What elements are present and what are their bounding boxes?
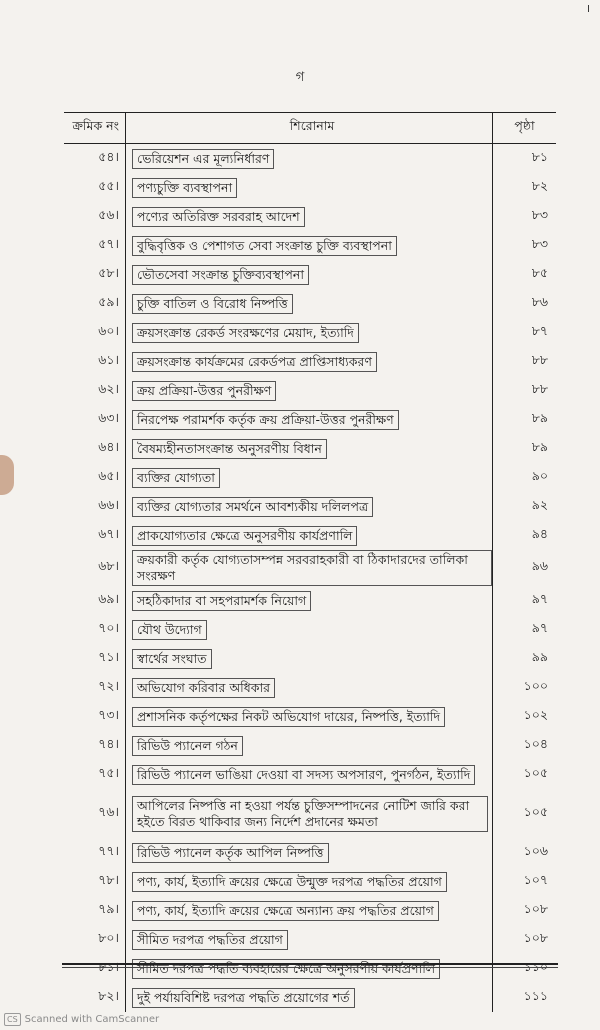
row-serial: ৫৫। — [64, 173, 126, 202]
row-page: ১০৭ — [523, 871, 548, 887]
row-page: ৯৬ — [531, 558, 548, 573]
row-serial: ৭৭। — [64, 838, 126, 867]
camscanner-icon: CS — [4, 1013, 21, 1026]
row-title: চুক্তি বাতিল ও বিরোধ নিষ্পত্তি — [132, 294, 293, 314]
row-title-cell — [126, 586, 493, 615]
table-row — [64, 318, 556, 347]
table-row — [64, 463, 556, 492]
row-title: পণ্য, কার্য, ইত্যাদি ক্রয়ের ক্ষেত্রে উন্মুক্ত দরপত্র পদ্ধতির প্রয়োগ — [132, 872, 447, 892]
row-title: স্বার্থের সংঘাত — [132, 649, 212, 669]
table-row — [64, 434, 556, 463]
table-row — [64, 550, 556, 586]
row-title-cell — [126, 702, 493, 731]
row-title: ব্যক্তির যোগ্যতা — [132, 468, 220, 488]
table-row — [64, 376, 556, 405]
row-serial: ৫৯। — [64, 289, 126, 318]
row-title: ক্রয়কারী কর্তৃক যোগ্যতাসম্পন্ন সরবরাহকারী বা ঠিকাদারদের তালিকা সংরক্ষণ — [132, 550, 492, 586]
page-number: I — [587, 4, 590, 15]
row-title: অভিযোগ করিবার অধিকার — [132, 678, 275, 698]
row-serial: ৮১। — [64, 954, 126, 983]
row-title-cell — [126, 673, 493, 702]
table-row — [64, 173, 556, 202]
row-serial: ৬৬। — [64, 492, 126, 521]
row-title: পণ্যচুক্তি ব্যবস্থাপনা — [132, 178, 237, 198]
row-serial: ৬১। — [64, 347, 126, 376]
table-body — [64, 144, 556, 1013]
row-serial: ৭২। — [64, 673, 126, 702]
table-row — [64, 896, 556, 925]
row-title-cell — [126, 731, 493, 760]
row-serial: ৫৬। — [64, 202, 126, 231]
table-row — [64, 615, 556, 644]
row-page: ৯৯ — [531, 648, 548, 664]
table-row — [64, 867, 556, 896]
row-title: সীমিত দরপত্র পদ্ধতির প্রয়োগ — [132, 930, 288, 950]
row-page: ৯০ — [531, 467, 548, 483]
row-serial: ৭৯। — [64, 896, 126, 925]
row-title-cell — [126, 838, 493, 867]
row-title: ক্রয় প্রক্রিয়া-উত্তর পুনরীক্ষণ — [132, 381, 276, 401]
contents-table — [64, 112, 556, 1012]
table-row — [64, 789, 556, 838]
row-title-cell — [126, 260, 493, 289]
row-page: ১০৮ — [523, 929, 548, 945]
row-page: ৮৩ — [531, 235, 548, 251]
row-page: ৮৩ — [531, 206, 548, 222]
table-row — [64, 586, 556, 615]
row-page: ১০৫ — [523, 803, 548, 819]
row-serial: ৬৪। — [64, 434, 126, 463]
row-page: ৯৭ — [531, 619, 548, 635]
table-row — [64, 289, 556, 318]
row-page: ৮৫ — [531, 264, 548, 280]
row-serial: ৭১। — [64, 644, 126, 673]
row-title-cell — [126, 144, 493, 174]
row-title-cell — [126, 521, 493, 550]
bottom-rule-thin — [62, 967, 558, 968]
row-serial: ৬৯। — [64, 586, 126, 615]
row-serial: ৭৩। — [64, 702, 126, 731]
header-page: পৃষ্ঠা — [493, 113, 557, 144]
row-title-cell — [126, 202, 493, 231]
row-serial: ৬৩। — [64, 405, 126, 434]
row-page: ৮৬ — [531, 293, 548, 309]
row-serial: ৬৮। — [64, 550, 126, 586]
scanner-watermark — [4, 1013, 159, 1026]
row-page: ১০৬ — [523, 842, 548, 858]
table-header-row — [64, 113, 556, 144]
table-row — [64, 673, 556, 702]
row-title-cell — [126, 896, 493, 925]
row-title-cell — [126, 760, 493, 789]
row-title-cell — [126, 983, 493, 1012]
table-row — [64, 405, 556, 434]
row-title-cell — [126, 925, 493, 954]
watermark-text: Scanned with CamScanner — [24, 1014, 160, 1025]
row-serial: ৬০। — [64, 318, 126, 347]
row-page: ৯২ — [531, 496, 548, 512]
row-title-cell — [126, 644, 493, 673]
row-title-cell — [126, 789, 493, 838]
row-title-cell — [126, 434, 493, 463]
row-page: ১০৫ — [523, 764, 548, 780]
row-title: সীমিত দরপত্র পদ্ধতি ব্যবহারের ক্ষেত্রে অনুসরণীয় কার্যপ্রণালি — [132, 959, 440, 979]
row-title-cell — [126, 954, 493, 983]
row-title-cell — [126, 492, 493, 521]
table-row — [64, 260, 556, 289]
row-page: ৯৭ — [531, 590, 548, 606]
row-title: সহঠিকাদার বা সহপরামর্শক নিয়োগ — [132, 591, 311, 611]
row-title-cell — [126, 289, 493, 318]
row-page: ১০৪ — [523, 735, 548, 751]
row-title-cell — [126, 231, 493, 260]
row-title: বৈষম্যহীনতাসংক্রান্ত অনুসরণীয় বিধান — [132, 439, 327, 459]
row-serial: ৮২। — [64, 983, 126, 1012]
row-page: ১১০ — [523, 958, 548, 974]
table-row — [64, 231, 556, 260]
row-title-cell — [126, 867, 493, 896]
table-row — [64, 983, 556, 1012]
row-serial: ৭৫। — [64, 760, 126, 789]
row-page: ৯৪ — [531, 525, 548, 541]
row-title: আপিলের নিষ্পত্তি না হওয়া পর্যন্ত চুক্তিসম্পাদনের নোটিশ জারি করা হইতে বিরত থাকিবার জন্য নির্দেশ প্রদানের ক্ষমতা — [132, 796, 488, 832]
table-row — [64, 347, 556, 376]
row-title: দুই পর্যায়বিশিষ্ট দরপত্র পদ্ধতি প্রয়োগের শর্ত — [132, 988, 355, 1008]
row-serial: ৭০। — [64, 615, 126, 644]
table-row — [64, 644, 556, 673]
row-title: বুদ্ধিবৃত্তিক ও পেশাগত সেবা সংক্রান্ত চুক্তি ব্যবস্থাপনা — [132, 236, 397, 256]
row-title-cell — [126, 615, 493, 644]
row-title-cell — [126, 463, 493, 492]
bottom-rule — [62, 963, 558, 965]
row-page: ৮৯ — [531, 409, 548, 425]
row-title-cell — [126, 347, 493, 376]
row-page: ১১১ — [523, 987, 548, 1003]
row-page: ৮৮ — [531, 351, 548, 367]
row-title: রিভিউ প্যানেল গঠন — [132, 736, 243, 756]
row-title: রিভিউ প্যানেল ভাঙিয়া দেওয়া বা সদস্য অপসারণ, পুনর্গঠন, ইত্যাদি — [132, 765, 475, 785]
row-serial: ৭৬। — [64, 789, 126, 838]
header-title: শিরোনাম — [126, 113, 493, 144]
row-page: ৮৯ — [531, 438, 548, 454]
table-row — [64, 760, 556, 789]
row-page: ১০২ — [523, 706, 548, 722]
row-page: ১০০ — [523, 677, 548, 693]
row-title: পণ্য, কার্য, ইত্যাদি ক্রয়ের ক্ষেত্রে অন্যান্য ক্রয় পদ্ধতির প্রয়োগ — [132, 901, 439, 921]
row-serial: ৫৮। — [64, 260, 126, 289]
row-page: ৮৭ — [531, 322, 548, 338]
row-title-cell — [126, 550, 493, 586]
row-title: নিরপেক্ষ পরামর্শক কর্তৃক ক্রয় প্রক্রিয়া-উত্তর পুনরীক্ষণ — [132, 410, 399, 430]
row-title: ভৌতসেবা সংক্রান্ত চুক্তিব্যবস্থাপনা — [132, 265, 309, 285]
row-serial: ৮০। — [64, 925, 126, 954]
row-serial: ৫৪। — [64, 144, 126, 174]
row-serial: ৬৫। — [64, 463, 126, 492]
row-title: ক্রয়সংক্রান্ত রেকর্ড সংরক্ষণের মেয়াদ, ইত্যাদি — [132, 323, 359, 343]
row-title: প্রাকযোগ্যতার ক্ষেত্রে অনুসরণীয় কার্যপ্রণালি — [132, 526, 357, 546]
row-title: রিভিউ প্যানেল কর্তৃক আপিল নিষ্পত্তি — [132, 843, 329, 863]
row-page: ১০৮ — [523, 900, 548, 916]
row-page: ৮২ — [531, 177, 548, 193]
table-row — [64, 521, 556, 550]
header-serial: ক্রমিক নং — [64, 113, 126, 144]
table-row — [64, 925, 556, 954]
row-serial: ৬৭। — [64, 521, 126, 550]
row-serial: ৭৮। — [64, 867, 126, 896]
row-page: ৮৮ — [531, 380, 548, 396]
table-row — [64, 838, 556, 867]
row-title: ব্যক্তির যোগ্যতার সমর্থনে আবশ্যকীয় দলিলপত্র — [132, 497, 373, 517]
row-serial: ৫৭। — [64, 231, 126, 260]
row-title: যৌথ উদ্যোগ — [132, 620, 207, 640]
row-serial: ৬২। — [64, 376, 126, 405]
row-title-cell — [126, 376, 493, 405]
thumb-shadow — [0, 455, 14, 495]
row-title: প্রশাসনিক কর্তৃপক্ষের নিকট অভিযোগ দায়ের, নিষ্পত্তি, ইত্যাদি — [132, 707, 445, 727]
row-title-cell — [126, 405, 493, 434]
row-title: পণ্যের অতিরিক্ত সরবরাহ আদেশ — [132, 207, 305, 227]
section-letter: গ — [295, 70, 305, 85]
table-row — [64, 492, 556, 521]
row-title: ক্রয়সংক্রান্ত কার্যক্রমের রেকর্ডপত্র প্রাপ্তিসাধ্যকরণ — [132, 352, 377, 372]
row-title-cell — [126, 318, 493, 347]
row-page: ৮১ — [531, 148, 548, 164]
table-row — [64, 144, 556, 174]
row-title: ভেরিয়েশন এর মূল্যনির্ধারণ — [132, 149, 274, 169]
row-serial: ৭৪। — [64, 731, 126, 760]
table-row — [64, 702, 556, 731]
row-title-cell — [126, 173, 493, 202]
table-row — [64, 954, 556, 983]
table-row — [64, 731, 556, 760]
table-row — [64, 202, 556, 231]
